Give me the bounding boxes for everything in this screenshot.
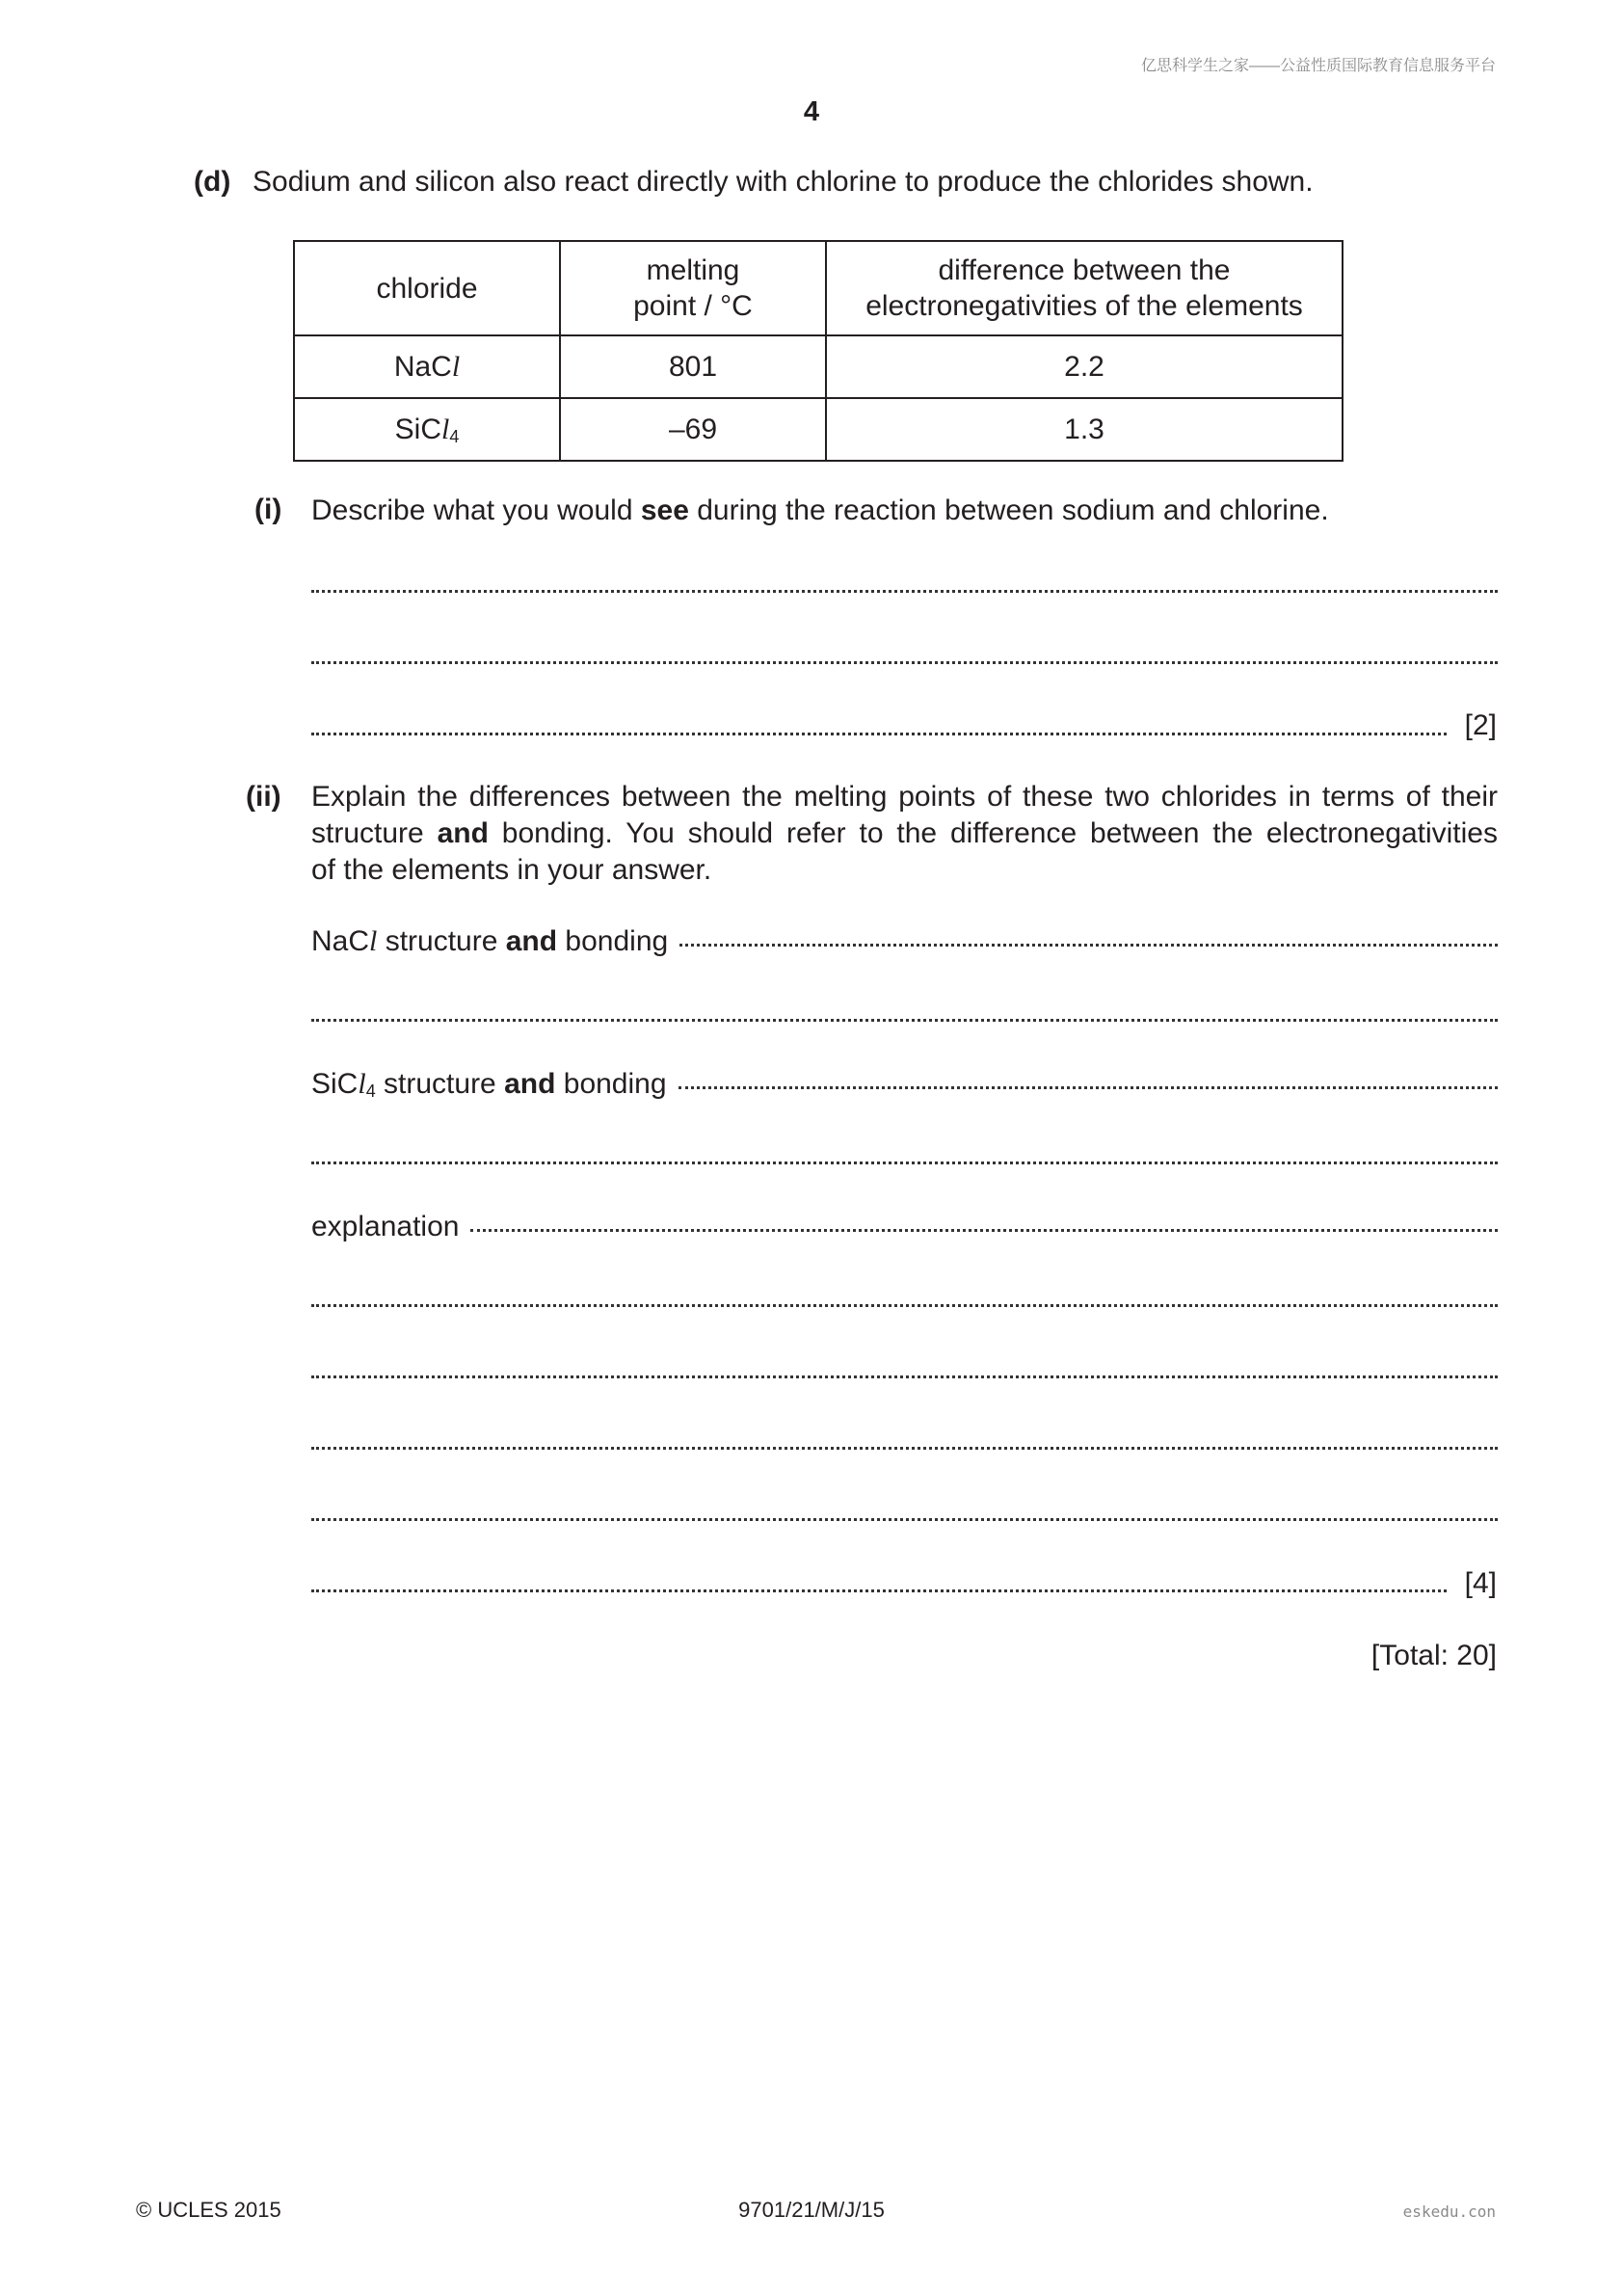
part-ii-line2-bold: and xyxy=(437,817,489,849)
part-ii-line1: Explain the differences between the melting points of these two chlorides in terms of their xyxy=(311,781,1498,813)
nacl-bold: and xyxy=(505,925,558,957)
formula-l: l xyxy=(451,351,461,383)
cell-difference: 2.2 xyxy=(826,335,1343,398)
answer-line[interactable] xyxy=(311,1019,1498,1022)
cell-melting-point: –69 xyxy=(560,398,826,461)
table-row xyxy=(294,335,1343,398)
part-ii-line2 xyxy=(311,815,1498,852)
answer-line[interactable] xyxy=(311,1589,1447,1592)
header-diff-line1: difference between the xyxy=(938,254,1231,286)
table-row xyxy=(294,398,1343,461)
footer-paper-code: 9701/21/M/J/15 xyxy=(738,2198,885,2222)
nacl-formula-text: NaC xyxy=(311,925,370,957)
answer-line[interactable] xyxy=(311,1161,1498,1164)
total-marks: [Total: 20] xyxy=(1370,1640,1497,1671)
sicl-answer-row xyxy=(311,1068,1498,1101)
part-ii-line2-b: bonding. You should refer to the difference between the electronegativities xyxy=(488,817,1498,849)
nacl-text2: bonding xyxy=(557,925,669,957)
nacl-answer-row xyxy=(311,925,1498,958)
header-melting-line1: melting xyxy=(646,254,740,286)
part-d-text: Sodium and silicon also react directly with chlorine to produce the chlorides shown. xyxy=(253,166,1314,198)
sicl-formula-l: l xyxy=(358,1068,366,1100)
sicl-formula-text: SiC xyxy=(311,1068,359,1100)
sicl-text: structure xyxy=(375,1068,505,1100)
part-ii-line3: of the elements in your answer. xyxy=(311,854,712,886)
nacl-formula-l: l xyxy=(369,925,378,957)
part-ii-marks: [4] xyxy=(1464,1567,1497,1599)
part-ii-label: (ii) xyxy=(246,781,281,813)
watermark: 亿思科学生之家——公益性质国际教育信息服务平台 xyxy=(1140,58,1496,74)
answer-line[interactable] xyxy=(311,1518,1498,1521)
answer-line[interactable] xyxy=(311,733,1447,735)
answer-line[interactable] xyxy=(311,1375,1498,1378)
part-i-marks: [2] xyxy=(1464,709,1497,741)
sicl-text2: bonding xyxy=(555,1068,667,1100)
cell-chloride xyxy=(294,335,560,398)
table-header-row xyxy=(294,241,1343,335)
cell-chloride xyxy=(294,398,560,461)
part-i-bold: see xyxy=(640,494,689,526)
formula-text: NaC xyxy=(393,351,452,383)
footer-copyright: © UCLES 2015 xyxy=(136,2198,281,2222)
header-chloride: chloride xyxy=(294,241,560,335)
answer-line[interactable] xyxy=(679,944,1498,947)
nacl-text: structure xyxy=(377,925,506,957)
cell-melting-point: 801 xyxy=(560,335,826,398)
answer-line[interactable] xyxy=(311,590,1498,593)
footer-site: eskedu.con xyxy=(1402,2203,1496,2221)
sicl-subscript: 4 xyxy=(365,1081,376,1101)
header-difference xyxy=(826,241,1343,335)
header-melting-point xyxy=(560,241,826,335)
chlorides-table xyxy=(293,240,1344,462)
part-d-label: (d) xyxy=(194,166,231,198)
part-ii-text xyxy=(311,779,1498,889)
answer-line[interactable] xyxy=(311,1304,1498,1307)
cell-difference: 1.3 xyxy=(826,398,1343,461)
header-diff-line2: electronegativities of the elements xyxy=(865,290,1303,322)
part-i-text-b: during the reaction between sodium and chlorine. xyxy=(688,494,1329,526)
sicl-bold: and xyxy=(504,1068,556,1100)
formula-l: l xyxy=(440,414,450,445)
answer-line[interactable] xyxy=(470,1229,1498,1232)
explanation-answer-row xyxy=(311,1211,1498,1243)
page-number: 4 xyxy=(803,96,820,127)
formula-subscript: 4 xyxy=(449,427,460,446)
part-i-text-a: Describe what you would xyxy=(311,494,641,526)
part-i-text xyxy=(311,493,1329,529)
answer-line[interactable] xyxy=(678,1086,1498,1089)
answer-line[interactable] xyxy=(311,661,1498,664)
part-ii-line2-a: structure xyxy=(311,817,438,849)
formula-text: SiC xyxy=(394,414,441,445)
part-i-label: (i) xyxy=(254,494,282,525)
explanation-label: explanation xyxy=(311,1211,460,1242)
header-melting-line2: point / °C xyxy=(633,290,753,322)
sicl-prompt xyxy=(311,1068,667,1101)
nacl-prompt xyxy=(311,925,668,958)
answer-line[interactable] xyxy=(311,1447,1498,1450)
